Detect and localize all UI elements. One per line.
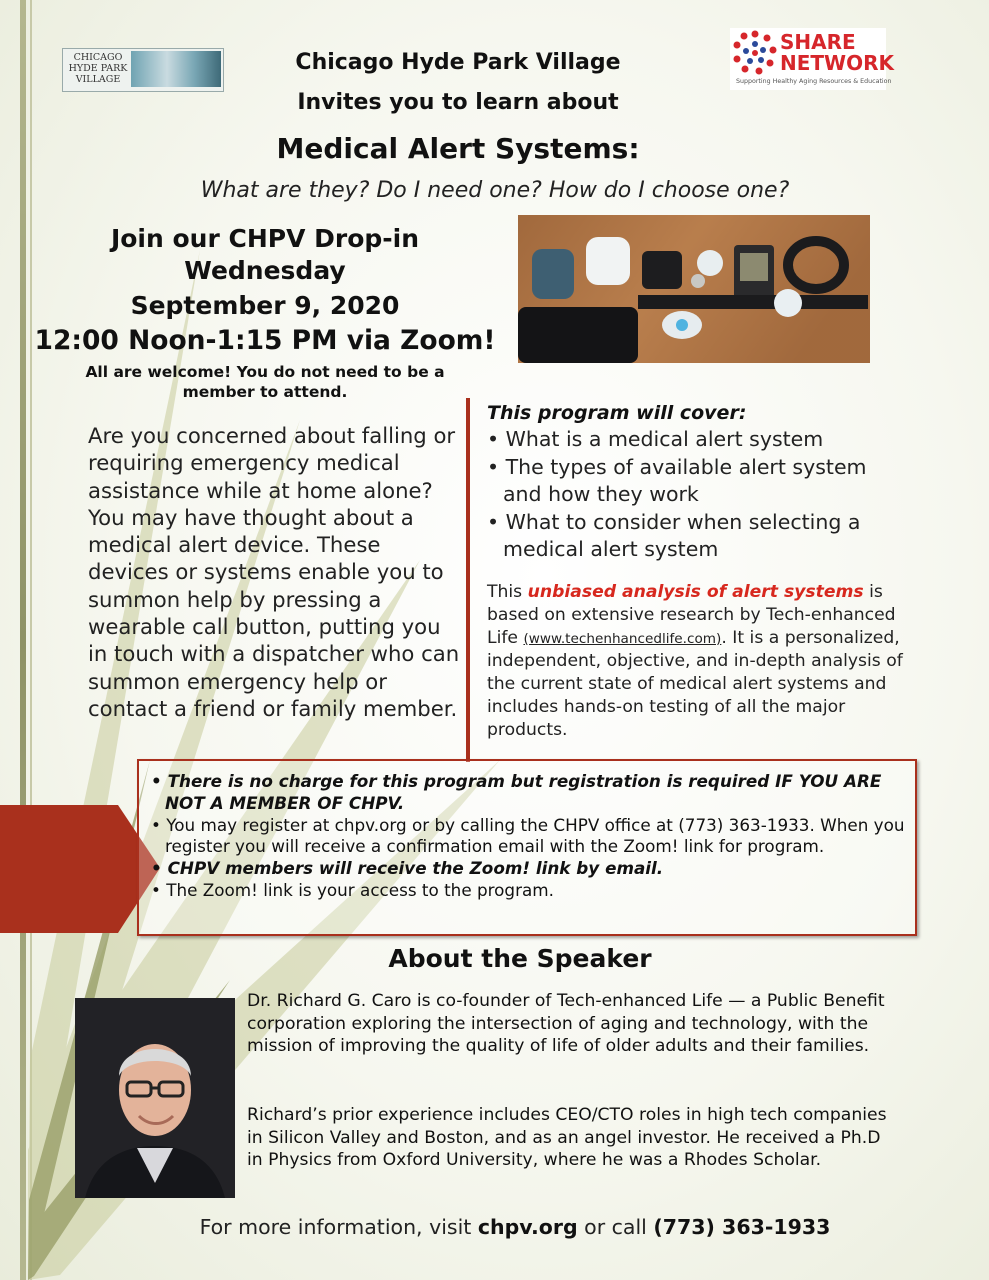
page-title: Medical Alert Systems:: [276, 132, 640, 165]
speaker-heading: About the Speaker: [388, 944, 652, 973]
share-network-dots-icon: [732, 30, 778, 76]
devices-illustration: [518, 215, 870, 363]
analysis-highlight: unbiased analysis of alert systems: [527, 582, 864, 602]
footer-contact: For more information, visit chpv.org or call (773) 363-1933: [199, 1215, 831, 1239]
footer-phone: (773) 363-1933: [653, 1215, 831, 1239]
welcome-note: All are welcome! You do not need to be a member to attend.: [85, 363, 445, 401]
chpv-logo: [62, 48, 224, 92]
join-heading: Join our CHPV Drop-in: [110, 224, 420, 253]
page-subtitle: What are they? Do I need one? How do I choose one?: [200, 178, 790, 203]
event-time: 12:00 Noon-1:15 PM via Zoom!: [34, 325, 496, 356]
program-cover-list: [487, 426, 907, 564]
registration-box: [137, 759, 917, 936]
column-divider: [466, 398, 470, 762]
speaker-bio-2: Richard’s prior experience includes CEO/CTO roles in high tech companies in Silicon Valley and Boston, and as an angel investor. He received a Ph.D in Physics from Oxford University, where he was a Rhodes Scholar.: [247, 1105, 887, 1171]
share-network-name: SHARE NETWORK: [780, 30, 895, 75]
techenhancedlife-link[interactable]: (www.techenhancedlife.com): [523, 630, 722, 647]
list-item: • There is no charge for this program but registration is required IF YOU ARE NOT A MEMBER OF CHPV.: [151, 771, 882, 813]
invite-line: Invites you to learn about: [297, 90, 619, 115]
share-network-logo: [730, 28, 895, 90]
footer-website[interactable]: chpv.org: [477, 1215, 578, 1239]
list-item: • What is a medical alert system: [487, 427, 824, 451]
list-item: • The types of available alert system and how they work: [487, 454, 867, 506]
speaker-portrait: [75, 998, 235, 1198]
list-item: • CHPV members will receive the Zoom! link by email.: [151, 858, 664, 879]
list-item: • The Zoom! link is your access to the program.: [151, 879, 554, 900]
org-name: Chicago Hyde Park Village: [295, 50, 621, 75]
event-date: September 9, 2020: [130, 291, 400, 320]
list-item: • What to consider when selecting a medical alert system: [487, 509, 861, 561]
speaker-photo: [75, 998, 235, 1198]
event-day: Wednesday: [184, 256, 346, 285]
speaker-bio-1: Dr. Richard G. Caro is co-founder of Tech-enhanced Life — a Public Benefit corporation exploring the intersection of aging and technology, with the mission of improving the quality of life of older adults and their families.: [247, 991, 885, 1057]
program-description: Are you concerned about falling or requiring emergency medical assistance while at home alone? You may have thought about a medical alert device. These devices or systems enable you to summon help by pressing a wearable call button, putting you in touch with a dispatcher who can summon emergency help or contact a friend or family member.: [88, 423, 460, 721]
program-cover-title: This program will cover:: [487, 402, 747, 424]
share-network-tagline: Supporting Healthy Aging Resources & Education: [736, 78, 892, 85]
medical-alert-devices-photo: [518, 215, 870, 363]
chpv-logo-text: CHICAGO HYDE PARK VILLAGE: [68, 52, 128, 85]
registration-list: [139, 761, 909, 902]
analysis-paragraph: This unbiased analysis of alert systems is based on extensive research by Tech-enhanced Life (www.techenhancedlife.com). It is a personalized, independent, objective, and in-depth analysis of the current state of medical alert systems and includes hands-on testing of all the major products.: [487, 582, 903, 740]
list-item: • You may register at chpv.org or by calling the CHPV office at (773) 363-1933. When you register you will receive a confirmation email with the Zoom! link for program.: [151, 814, 905, 857]
chpv-logo-building-image: [131, 51, 221, 87]
